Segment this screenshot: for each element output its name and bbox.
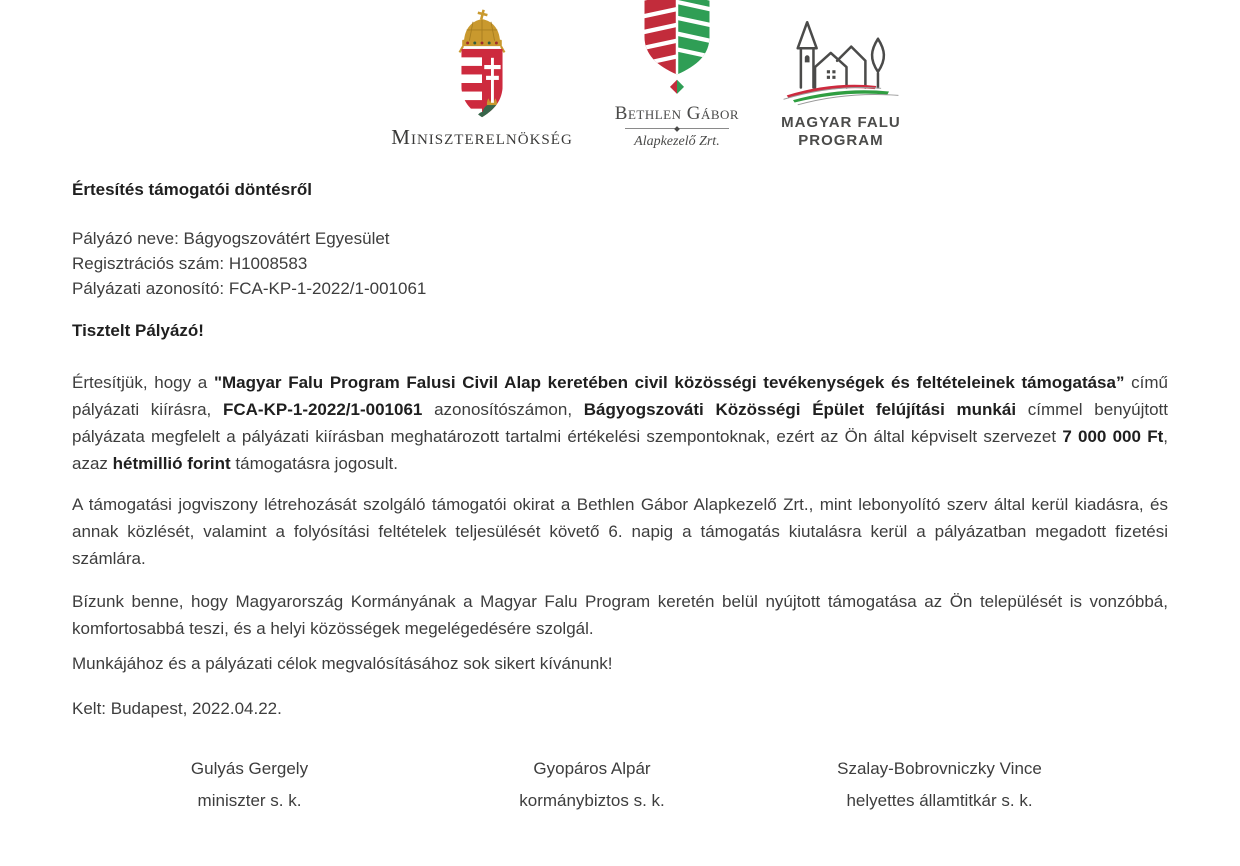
signature-col-3 <box>757 756 1122 813</box>
magyar-falu-line2: PROGRAM <box>798 132 884 149</box>
p1-segment-bold: hétmillió forint <box>112 454 231 473</box>
signature-col-1 <box>72 756 427 813</box>
signature-title: helyettes államtitkár s. k. <box>846 791 1033 810</box>
p1-segment: című pályázati kiírásra, <box>72 373 1169 419</box>
letter-page <box>0 14 1240 866</box>
magyar-falu-caption <box>781 114 901 150</box>
bethlen-logo <box>615 0 739 150</box>
signature-block <box>72 756 1168 813</box>
paragraph-disbursement: A támogatási jogviszony létrehozását szolgáló támogatói okirat a Bethlen Gábor Alapkezelő Zrt., mint lebonyolító szerv által kerül kiadásra, és annak közlését, valamint a folyósítási feltételek teljesülését követő 6. napig a támogatás kiutalásra kerül a pályázatban megadott fizetési számlára. <box>72 495 1168 568</box>
diamond-icon <box>674 126 680 132</box>
paragraph-program: Bízunk benne, hogy Magyarország Kormányának a Magyar Falu Program keretén belül nyújtott támogatása az Ön települését is vonzóbbá, komfortosabbá teszi, és a helyi közösségek megelégedésére szolgál. <box>72 592 1168 638</box>
applicant-block <box>72 226 1168 301</box>
p1-segment: támogatásra jogosult. <box>230 454 398 473</box>
village-illustration-icon <box>782 12 900 108</box>
signature-name: Gyopáros Alpár <box>533 759 651 778</box>
signature-title: miniszter s. k. <box>197 791 302 810</box>
salutation: Tisztelt Pályázó! <box>72 321 204 340</box>
header-logo-row <box>26 14 1240 150</box>
letter-body <box>0 180 1240 813</box>
signature-col-2 <box>427 756 757 813</box>
ministry-logo <box>391 9 573 150</box>
p1-segment: Értesítjük, hogy a <box>72 373 214 392</box>
p1-segment-bold: "Magyar Falu Program Falusi Civil Alap keretében civil közösségi tevékenységek és feltételeinek támogatása” <box>213 373 1125 392</box>
subject-line: Értesítés támogatói döntésről <box>72 180 312 199</box>
p1-segment: címmel benyújtott pályázata megfelelt a pályázati kiírásban meghatározott tartalmi értékelési szempontoknak, ezért az Ön által képviselt szervezet <box>72 400 1168 446</box>
applicant-name-line: Pályázó neve: Bágyogszovátért Egyesület <box>72 229 390 248</box>
magyar-falu-logo <box>781 12 901 150</box>
registration-number-line: Regisztrációs szám: H1008583 <box>72 254 308 273</box>
p1-segment: azonosítószámon, <box>422 400 584 419</box>
ministry-caption: Miniszterelnökség <box>391 125 573 149</box>
signature-name: Szalay-Bobrovniczky Vince <box>837 759 1042 778</box>
p1-segment-bold: 7 000 000 Ft <box>1062 427 1164 446</box>
bethlen-subtitle: Alapkezelő Zrt. <box>634 134 720 149</box>
dateline: Kelt: Budapest, 2022.04.22. <box>72 699 282 718</box>
magyar-falu-line1: MAGYAR FALU <box>781 114 901 131</box>
bethlen-shield-icon <box>633 0 721 100</box>
paragraph-wishes: Munkájához és a pályázati célok megvalósításához sok sikert kívánunk! <box>72 654 613 673</box>
p1-segment: , azaz <box>72 427 1168 473</box>
hungarian-coat-of-arms-icon <box>437 9 527 121</box>
signature-name: Gulyás Gergely <box>190 759 309 778</box>
bethlen-title: Bethlen Gábor <box>614 103 740 124</box>
p1-segment-bold: FCA-KP-1-2022/1-001061 <box>222 400 423 419</box>
p1-segment-bold: Bágyogszováti Közösségi Épület felújítási munkái <box>583 400 1017 419</box>
signature-title: kormánybiztos s. k. <box>519 791 665 810</box>
bethlen-divider <box>625 128 729 133</box>
paragraph-decision <box>72 369 1168 477</box>
application-id-line: Pályázati azonosító: FCA-KP-1-2022/1-001061 <box>72 279 427 298</box>
